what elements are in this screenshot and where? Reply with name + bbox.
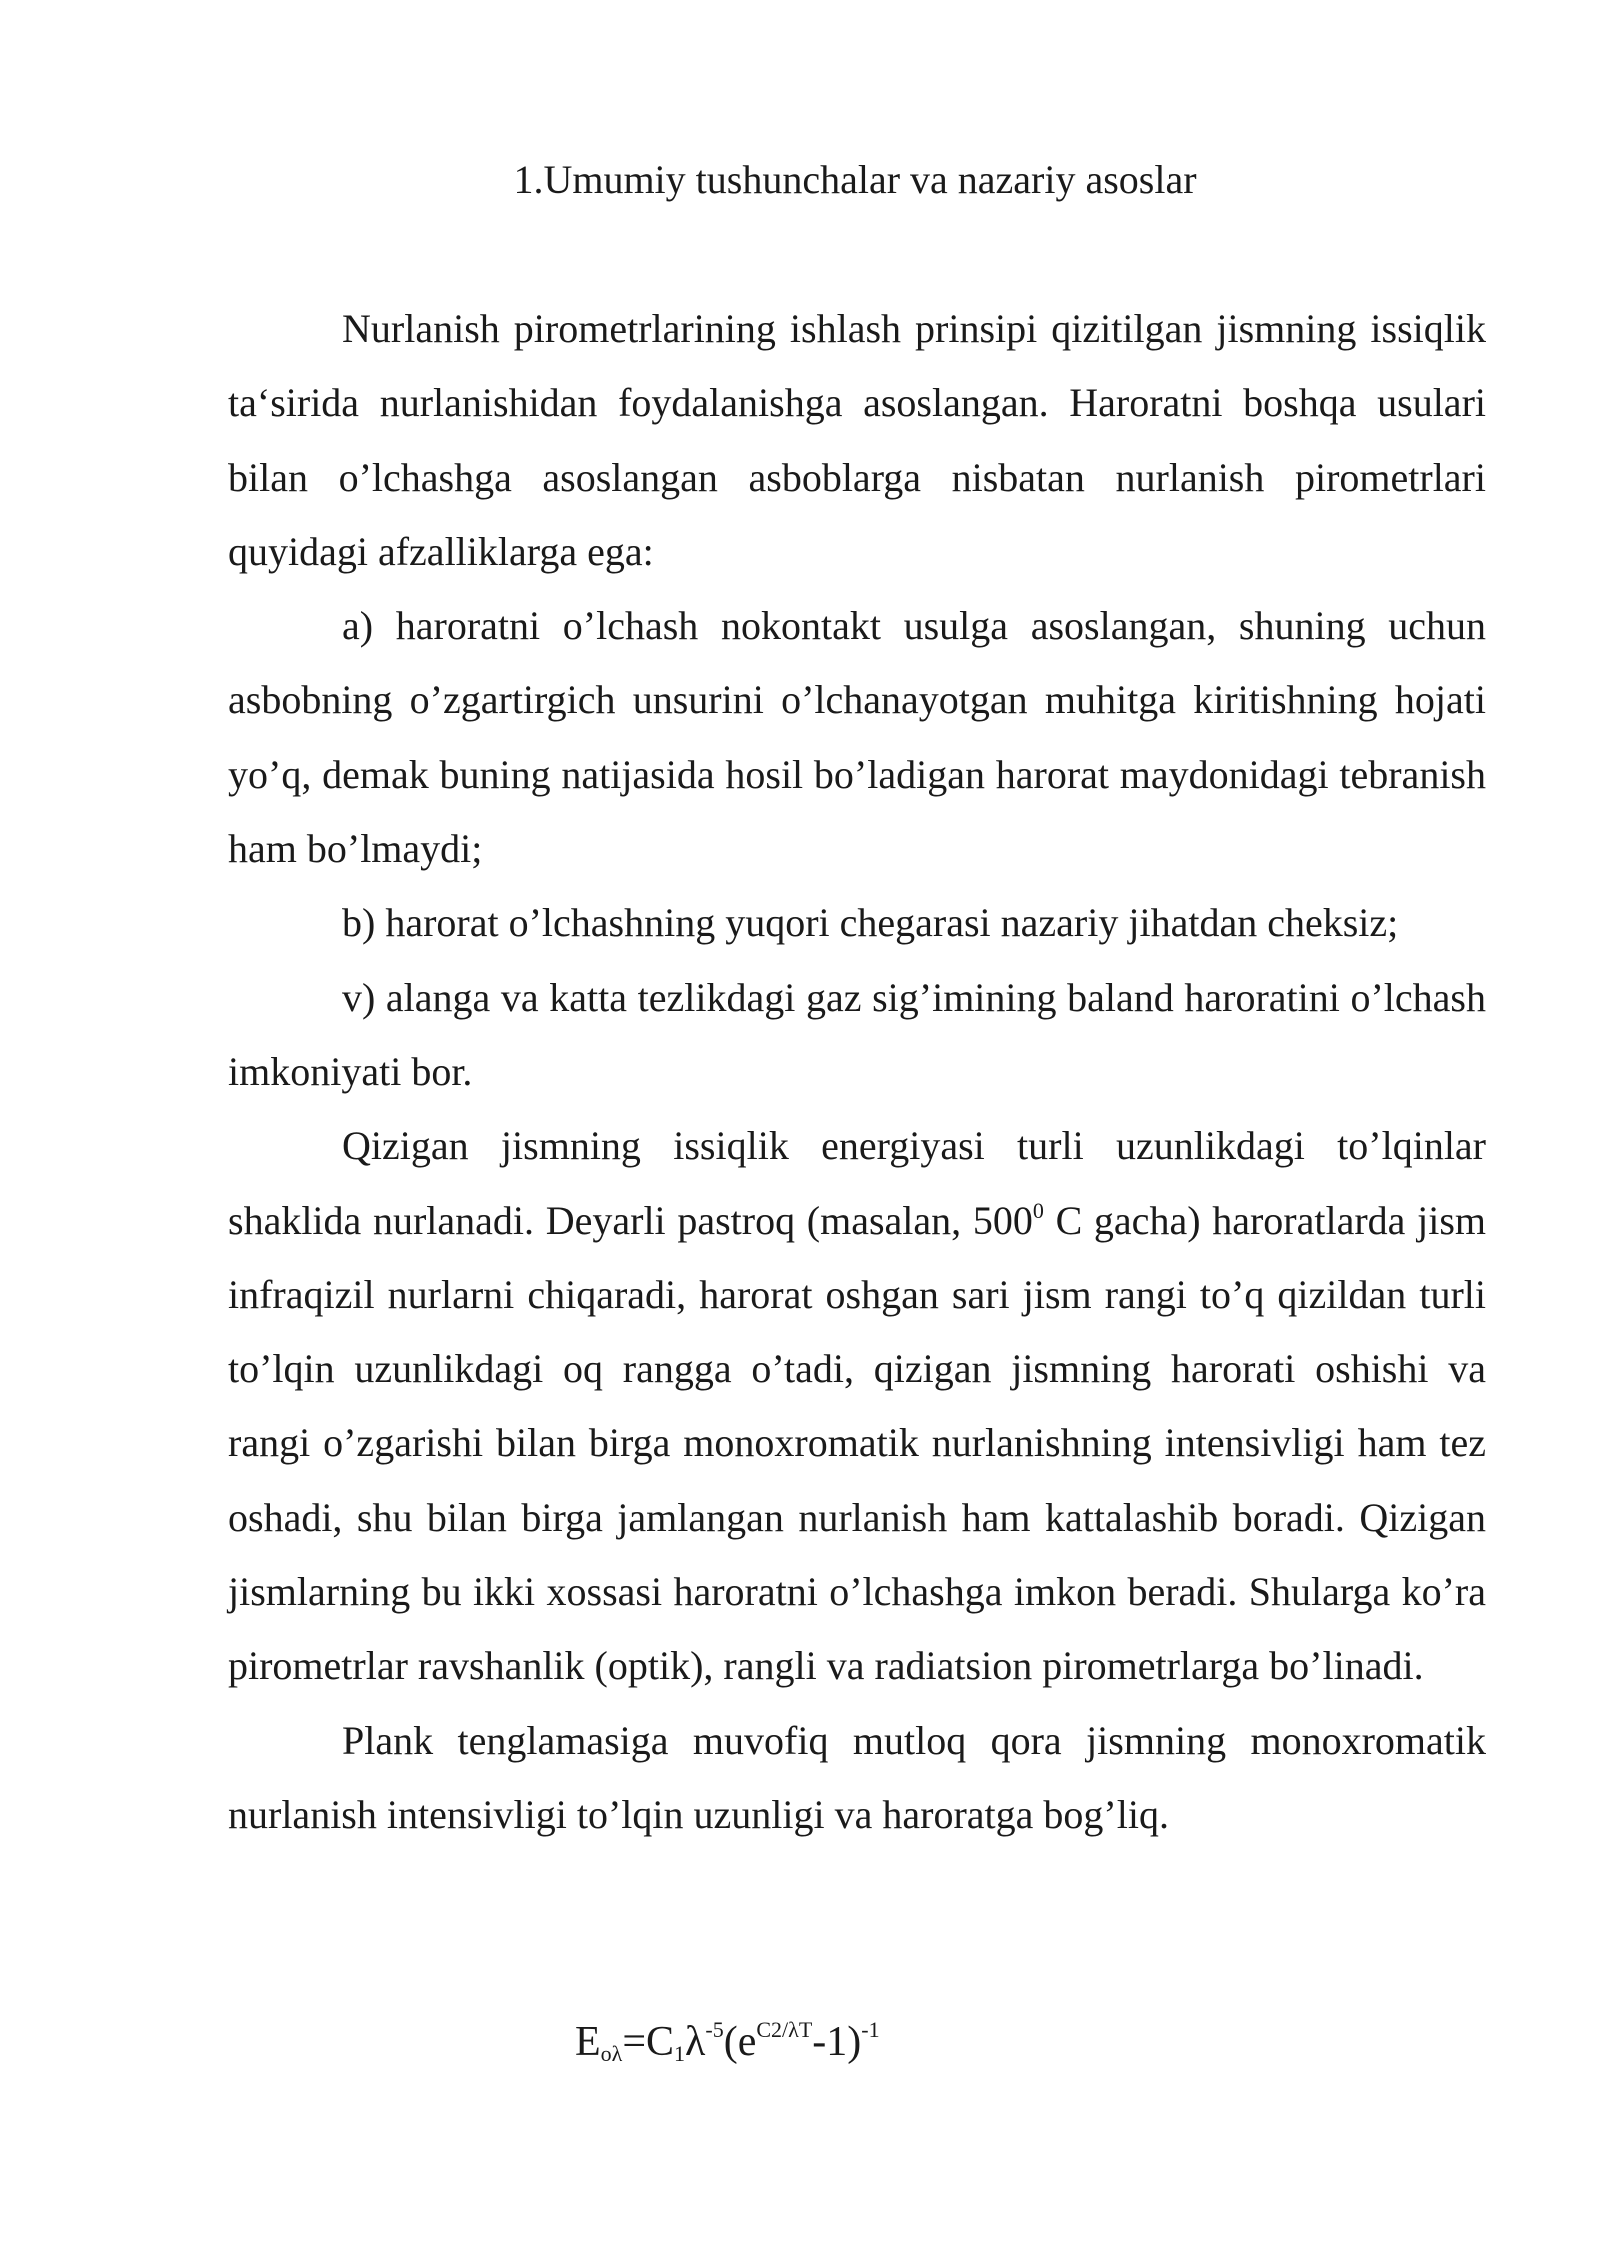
formula-e: E xyxy=(575,2019,601,2065)
planck-formula xyxy=(575,2000,880,2084)
paragraph-intro: Nurlanish pirometrlarining ishlash prinsipi qizitilgan jismning issiqlik ta‘sirida nurlanishidan foydalanishga asoslangan. Haroratni boshqa usulari bilan o’lchashga asoslangan asboblarga nisbatan nurlanish pirometrlari quyidagi afzalliklarga ega: xyxy=(228,306,1486,574)
formula-equals-c: =C xyxy=(622,2019,675,2065)
paragraph-temperature xyxy=(228,1109,1486,1703)
section-title: 1.Umumiy tushunchalar va nazariy asoslar xyxy=(513,157,1197,202)
formula-exp-exponent: C2/λT xyxy=(756,2017,813,2042)
formula-lambda-exponent: -5 xyxy=(705,2017,724,2042)
paragraph-plank: Plank tenglamasiga muvofiq mutloq qora jismning monoxromatik nurlanish intensivligi to’lqin uzunligi va haroratga bog’liq. xyxy=(228,1717,1486,1837)
paragraph-advantage-b: b) harorat o’lchashning yuqori chegarasi nazariy jihatdan cheksiz; xyxy=(342,900,1399,946)
formula-minus-one: -1) xyxy=(812,2019,862,2065)
degree-superscript: 0 xyxy=(1032,1197,1044,1223)
body-text xyxy=(228,292,1486,1852)
formula-c-subscript: 1 xyxy=(674,2041,686,2066)
formula-open-exp: (e xyxy=(723,2019,757,2065)
paragraph-advantage-a: a) haroratni o’lchash nokontakt usulga asoslangan, shuning uchun asbobning o’zgartirgich unsurini o’lchanayotgan muhitga kiritishning hojati yo’q, demak buning natijasida hosil bo’ladigan harorat maydonidagi tebranish ham bo’lmaydi; xyxy=(228,603,1486,872)
formula-outer-exponent: -1 xyxy=(861,2017,880,2042)
paragraph-temperature-end: C gacha) haroratlarda jism infraqizil nurlarni chiqaradi, harorat oshgan sari jism rangi to’q qizildan turli to’lqin uzunlikdagi oq rangga o’tadi, qizigan jismning harorati oshishi va rangi o’zgarishi bilan birga monoxromatik nurlanishning intensivligi ham tez oshadi, shu bilan birga jamlangan nurlanish ham kattalashib boradi. Qizigan jismlarning bu ikki xossasi haroratni o’lchashga imkon beradi. Shularga ko’ra pirometrlar ravshanlik (optik), rangli va radiatsion pirometrlarga bo’linadi. xyxy=(228,1197,1486,1689)
formula-e-subscript: oλ xyxy=(600,2041,623,2066)
formula-lambda: λ xyxy=(685,2019,706,2065)
paragraph-advantage-v: v) alanga va katta tezlikdagi gaz sig’imining baland haroratini o’lchash imkoniyati bor. xyxy=(228,974,1486,1094)
paragraph-temperature-start: Qizigan jismning issiqlik energiyasi turli uzunlikdagi to’lqinlar shaklida nurlanadi. Deyarli pastroq (masalan, 500 xyxy=(228,1123,1486,1243)
